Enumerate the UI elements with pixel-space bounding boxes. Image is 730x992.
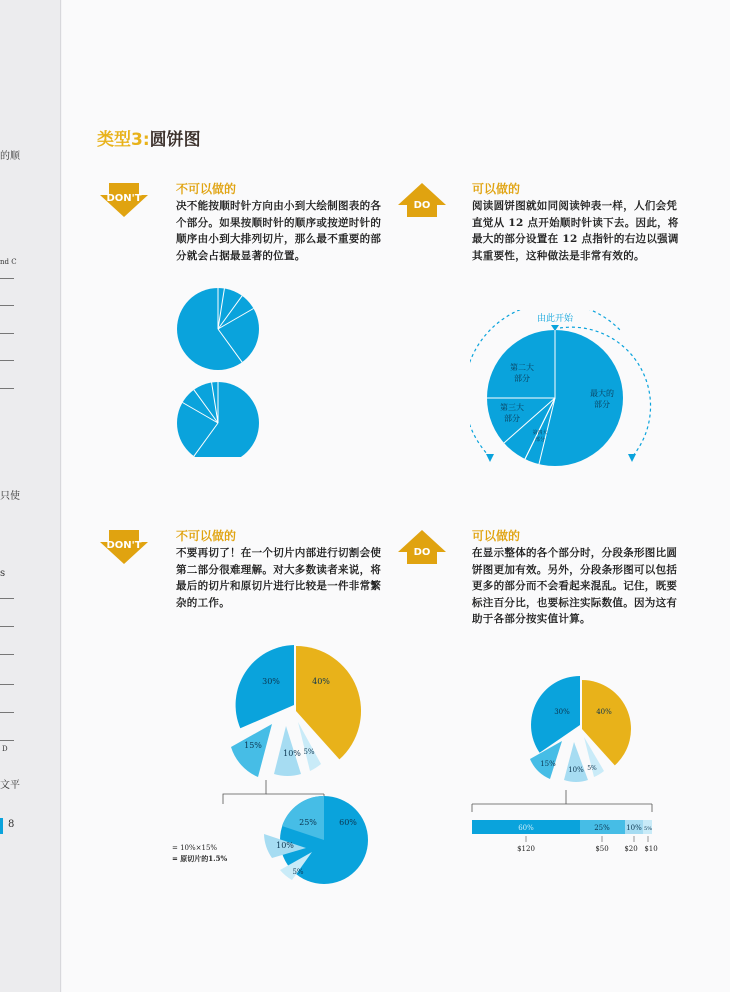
connector-left	[223, 780, 266, 804]
main-page	[62, 0, 730, 992]
svg-text:部分: 部分	[594, 400, 610, 409]
sub-pie-label-10: 10%	[276, 841, 294, 850]
left-page-fragment: D	[2, 745, 8, 753]
bar-label-10: 10%	[626, 824, 642, 832]
left-page-fragment: nd C	[0, 258, 17, 266]
slice-label-fourth: 第四大	[532, 430, 548, 436]
page-number-marker	[0, 818, 3, 834]
bar-label-60: 60%	[518, 824, 534, 832]
pie-label-40: 40%	[312, 677, 330, 686]
bad-pie-1	[177, 288, 259, 370]
sub-pie-label-60: 60%	[339, 818, 357, 827]
left-page-rule	[0, 712, 14, 713]
left-page-rule	[0, 684, 14, 685]
do-badge-2	[398, 530, 446, 564]
do-badge-label: DO	[413, 200, 431, 211]
pie-label-15: 15%	[244, 741, 262, 750]
segmented-bar	[472, 820, 652, 834]
bar-value-10: $10	[644, 845, 658, 853]
arc-arrow-right-icon	[628, 454, 636, 462]
bad-pie-charts	[176, 287, 266, 457]
svg-text:DO: DO	[413, 547, 431, 558]
bar-value-20: $20	[624, 845, 638, 853]
left-page-rule	[0, 626, 14, 627]
start-here-label: 由此开始	[536, 314, 574, 324]
left-page-fragment: 的顺	[0, 151, 20, 162]
dont-badge-label: DON'T	[106, 193, 142, 204]
svg-text:10%: 10%	[568, 766, 584, 774]
left-page-fragment: s	[0, 568, 6, 579]
good-pie	[487, 330, 623, 466]
slice-label-third: 第三大	[500, 403, 524, 412]
pie-label-30: 30%	[262, 677, 280, 686]
section-text-dont-2: 不要再切了！在一个切片内部进行切割会使第二部分很难理解。对大多数读者来说，将最后的切片和原切片进行比较是一件非常繁杂的工作。	[176, 547, 382, 609]
sliced-pie-chart	[168, 608, 368, 888]
note-line-1: = 10%×15%	[172, 844, 218, 852]
left-page-rule	[0, 388, 14, 389]
pie-and-bar-chart	[470, 672, 670, 862]
dont-badge	[100, 183, 148, 217]
sub-pie-label-5: 5%	[292, 868, 304, 876]
bar-label-5: 5%	[644, 826, 652, 832]
left-page-rule	[0, 360, 14, 361]
slice-label-largest: 最大的	[590, 389, 614, 398]
arc-arrow-left-icon	[486, 454, 494, 462]
left-page-edge	[0, 0, 61, 992]
svg-text:部分: 部分	[534, 437, 546, 443]
pie-label-10: 10%	[283, 749, 301, 758]
left-page-fragment: 文平	[0, 780, 20, 791]
slice-label-second: 第二大	[510, 363, 534, 372]
page-number: 8	[8, 819, 15, 830]
left-page-rule	[0, 333, 14, 334]
bar-value-120: $120	[517, 845, 535, 853]
bar-label-25: 25%	[594, 824, 610, 832]
sub-pie-label-25: 25%	[299, 818, 317, 827]
section-text-do-1: 阅读圆饼图就如同阅读钟表一样，人们会凭直觉从 12 点开始顺时针读下去。因此，将最大的部分设置在 12 点指针的右边以强调其重要性，这种做法是非常有效的。	[472, 200, 679, 262]
section-heading-dont-1: 不可以做的	[176, 182, 237, 196]
left-page-rule	[0, 740, 14, 741]
section-heading-do-1: 可以做的	[472, 182, 521, 196]
svg-text:40%: 40%	[596, 708, 612, 716]
sub-pie	[264, 796, 368, 884]
svg-text:30%: 30%	[554, 708, 570, 716]
section-text-dont-1: 决不能按顺时针方向由小到大绘制图表的各个部分。如果按顺时针的顺序或按逆时针的顺序由小到大排列切片，那么最不重要的部分就会占据最显著的位置。	[176, 200, 382, 262]
left-page-rule	[0, 598, 14, 599]
section-heading-do-2: 可以做的	[472, 529, 521, 543]
good-pie-chart	[470, 310, 670, 470]
left-page-rule	[0, 278, 14, 279]
note-line-2: = 原切片的1.5%	[172, 854, 228, 863]
section-heading-dont-2: 不可以做的	[176, 529, 237, 543]
pie-label-5: 5%	[303, 748, 315, 756]
dont-badge-2	[100, 530, 148, 564]
bad-pie-2	[177, 382, 259, 457]
svg-text:部分: 部分	[514, 374, 530, 383]
svg-text:DON'T: DON'T	[106, 540, 142, 551]
svg-text:部分: 部分	[504, 414, 520, 423]
page-title: 类型3:圆饼图	[97, 130, 201, 150]
left-page-rule	[0, 654, 14, 655]
section-text-do-2: 在显示整体的各个部分时，分段条形图比圆饼图更加有效。另外，分段条形图可以包括更多的部分而不会看起来混乱。记住，既要标注百分比，也要标注实际数值。因为这有助于各部分按实值计算。	[472, 547, 678, 625]
bar-value-50: $50	[595, 845, 609, 853]
svg-text:15%: 15%	[540, 760, 556, 768]
left-page-rule	[0, 305, 14, 306]
left-page-fragment: 只使	[0, 491, 20, 502]
do-badge	[398, 183, 446, 217]
svg-text:5%: 5%	[587, 765, 597, 772]
